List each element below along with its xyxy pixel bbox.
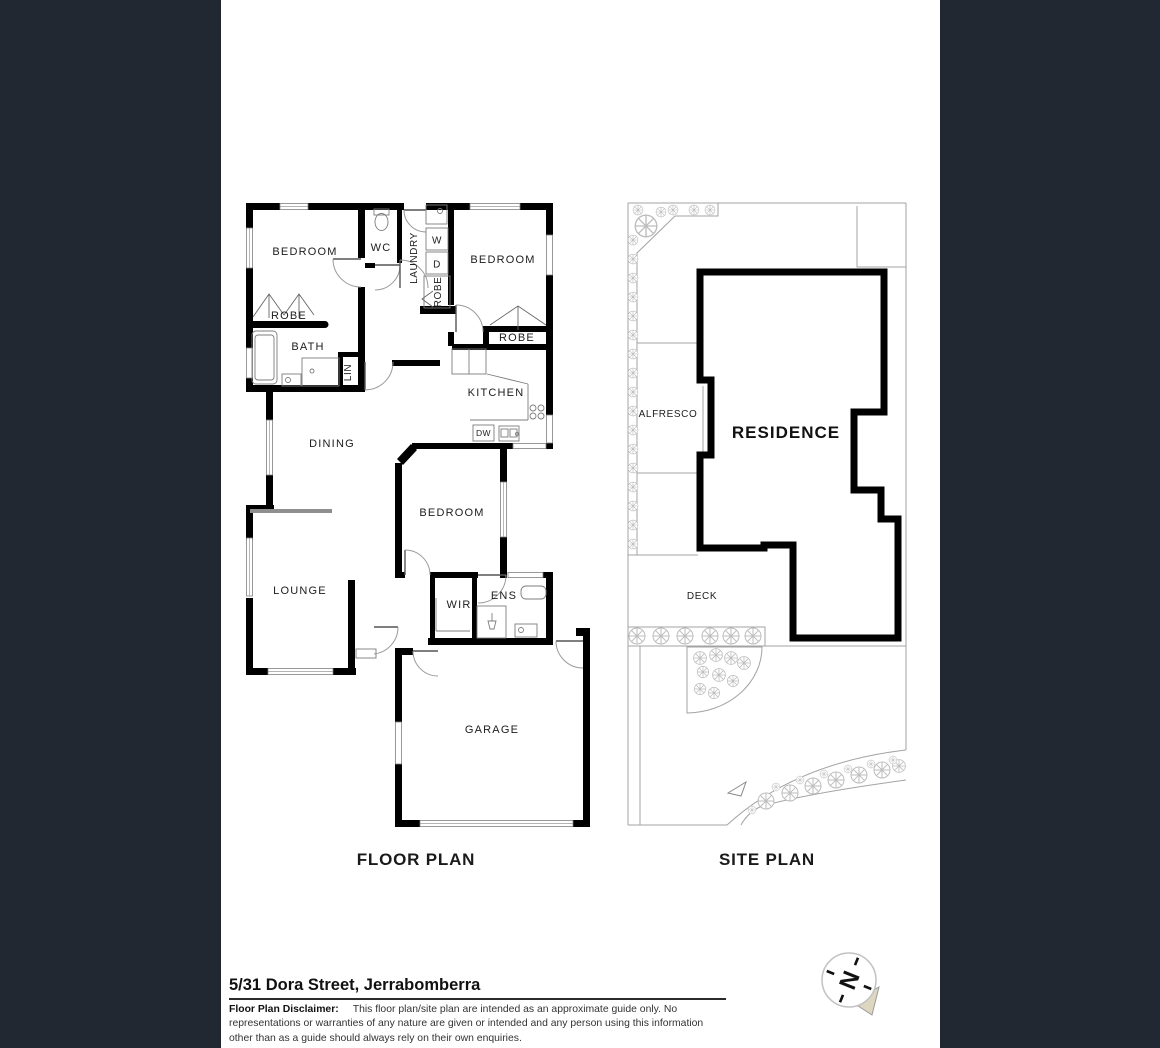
room-label-ens: ENS [490, 590, 518, 602]
floor-plan-heading: FLOOR PLAN [356, 850, 476, 869]
dining-lounge-divider [250, 509, 332, 513]
property-address: 5/31 Dora Street, Jerrabomberra [229, 976, 481, 994]
disclaimer-block [229, 1003, 729, 1046]
room-label-wc: WC [370, 242, 392, 254]
room-label-bedroom3: BEDROOM [419, 507, 485, 519]
disclaimer-label: Floor Plan Disclaimer: [229, 1004, 339, 1015]
room-label-washer: W [431, 235, 443, 247]
room-label-dryer: D [433, 259, 441, 271]
room-label-bedroom2-robe: ROBE [499, 332, 535, 344]
room-label-laundry: LAUNDRY [409, 232, 420, 284]
room-label-garage: GARAGE [464, 724, 520, 736]
compass-north-letter: N [832, 966, 865, 993]
room-label-linen: LIN [343, 363, 354, 382]
room-label-bedroom1: BEDROOM [272, 246, 338, 258]
site-plan-heading: SITE PLAN [719, 850, 815, 869]
room-label-dishwasher: DW [476, 428, 491, 438]
room-label-bedroom1-robe: ROBE [271, 310, 307, 322]
area-label-residence: RESIDENCE [731, 423, 841, 442]
room-label-lounge: LOUNGE [273, 585, 327, 597]
room-label-bath: BATH [291, 341, 325, 353]
area-label-deck: DECK [686, 591, 718, 602]
room-label-hall-robe: ROBE [433, 276, 444, 308]
area-label-alfresco: ALFRESCO [638, 409, 698, 420]
address-divider [229, 998, 726, 1000]
disclaimer-text: This floor plan/site plan are intended as an approximate guide only. No representations or warranties of any nature are given or intended and any person using this information other than as a guide should always rely on their own enquiries. [229, 1004, 704, 1044]
room-label-kitchen: KITCHEN [467, 387, 525, 399]
room-label-dining: DINING [309, 438, 355, 450]
ens-bathtub-icon [521, 586, 546, 599]
room-label-bedroom2: BEDROOM [470, 254, 536, 266]
room-label-wir: WIR [446, 599, 472, 611]
